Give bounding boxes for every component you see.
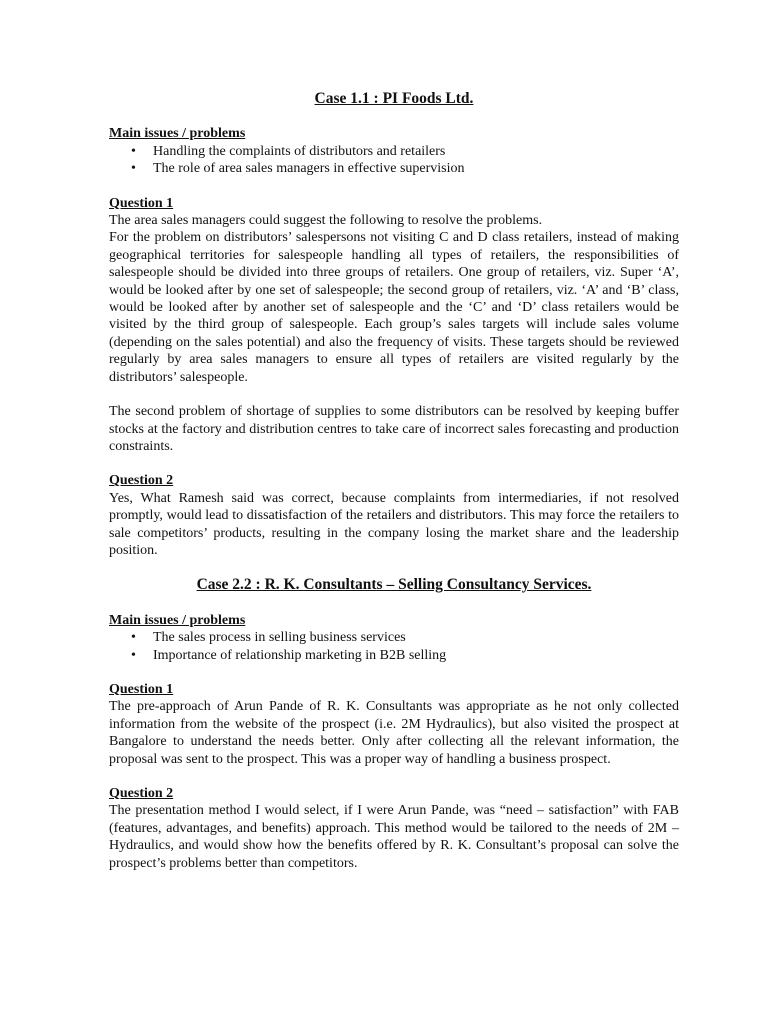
- list-item: • The role of area sales managers in effective supervision: [131, 161, 465, 177]
- bullet-icon: •: [131, 630, 136, 646]
- case-1-question-2-paragraph: Yes, What Ramesh said was correct, because complaints from intermediaries, if not resolved promptly, would lead to dissatisfaction of the retailers and distributors. This may force the retailers to sale competitors’ products, resulting in the company losing the market share and the leadership position.: [109, 490, 679, 558]
- case-2-issues-heading: Main issues / problems: [109, 612, 246, 628]
- case-2-question-2-heading: Question 2: [109, 786, 174, 801]
- case-2-section: [109, 576, 679, 872]
- case-2-title: Case 2.2 : R. K. Consultants – Selling Consultancy Services.: [196, 576, 592, 594]
- case-1-issues-heading: Main issues / problems: [109, 126, 246, 142]
- list-item: • Importance of relationship marketing in B2B selling: [131, 647, 447, 663]
- list-item: • The sales process in selling business services: [131, 630, 406, 646]
- case-1-title: Case 1.1 : PI Foods Ltd.: [314, 90, 474, 107]
- document-page: [109, 90, 679, 872]
- bullet-icon: •: [131, 143, 136, 159]
- bullet-icon: •: [131, 647, 136, 663]
- list-item: • Handling the complaints of distributors and retailers: [131, 143, 446, 159]
- case-2-question-1-paragraph: The pre-approach of Arun Pande of R. K. Consultants was appropriate as he not only collected information from the website of the prospect (i.e. 2M Hydraulics), but also visited the prospect at Bangalore to understand the needs better. Only after collecting all the relevant information, the proposal was sent to the prospect. This was a proper way of handling a business prospect.: [109, 699, 679, 767]
- case-2-question-1-heading: Question 1: [109, 681, 174, 697]
- case-1-question-1-paragraph: For the problem on distributors’ salespersons not visiting C and D class retailers, instead of making geographical territories for salespeople handling all types of retailers, the responsibilities of salespeople should be divided into three groups of retailers. One group of retailers, viz. Super ‘A’, would be looked after by one set of salespeople; the second group of retailers, viz. ‘A’ and ‘B’ class, would be looked after by another set of salespeople and the ‘C’ and ‘D’ class retailers would be visited by the third group of salespeople. Each group’s sales targets will include sales volume (depending on the sales potential) and also the frequency of visits. These targets should be reviewed regularly by area sales managers to ensure all types of retailers are visited regularly by the distributors’ salespeople.: [109, 230, 679, 385]
- case-1-issues-list: [109, 143, 679, 178]
- bullet-icon: •: [131, 161, 136, 177]
- case-2-question-2-paragraph: The presentation method I would select, if I were Arun Pande, was “need – satisfaction” with FAB (features, advantages, and benefits) approach. This method would be tailored to the needs of 2M – Hydraulics, and would show how the benefits offered by R. K. Consultant’s proposal can solve the prospect’s problems better than competitors.: [109, 803, 679, 871]
- case-1-section: [109, 90, 679, 559]
- case-1-question-1-paragraph-2: The second problem of shortage of supplies to some distributors can be resolved by keeping buffer stocks at the factory and distribution centres to take care of incorrect sales forecasting and production constraints.: [109, 404, 679, 454]
- case-1-question-2-heading: Question 2: [109, 473, 174, 489]
- case-1-question-1-heading: Question 1: [109, 195, 174, 211]
- case-1-question-1-intro: The area sales managers could suggest the following to resolve the problems.: [109, 213, 543, 229]
- case-2-issues-list: [109, 629, 679, 664]
